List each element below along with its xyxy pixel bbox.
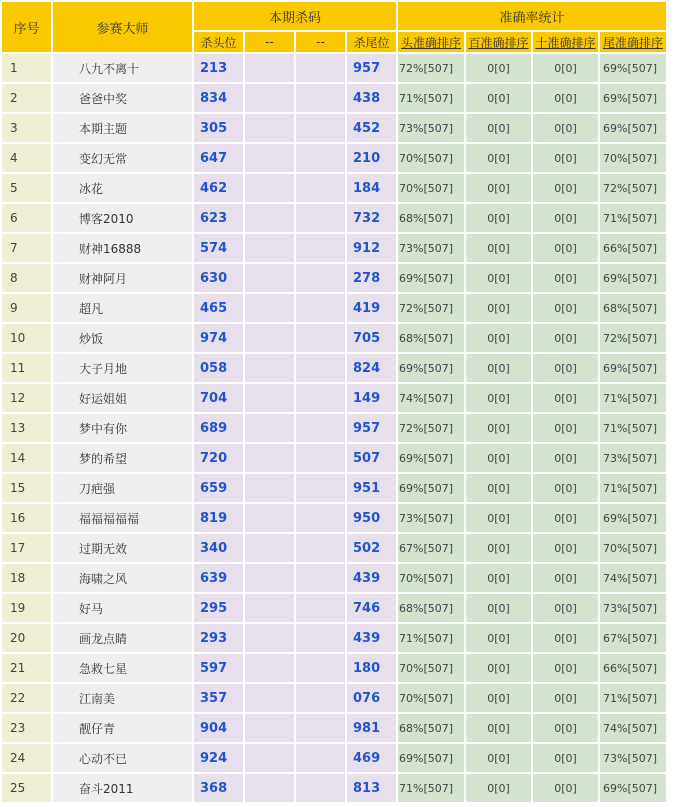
kill-tail-value: 076 [347,684,396,712]
accuracy-head-value: 73%[507] [398,114,464,142]
kill-tail-value: 439 [347,564,396,592]
accuracy-hundred-value: 0[0] [466,474,531,502]
sort-ten-accuracy-link[interactable]: 十准确排序 [533,32,598,52]
kill-blank-cell [296,654,345,682]
kill-blank-cell [296,384,345,412]
accuracy-ten-value: 0[0] [533,354,598,382]
kill-tail-value: 824 [347,354,396,382]
kill-head-value: 295 [194,594,243,622]
kill-blank-cell [296,324,345,352]
kill-blank-cell [296,444,345,472]
accuracy-tail-value: 74%[507] [600,714,666,742]
kill-head-value: 058 [194,354,243,382]
accuracy-head-value: 69%[507] [398,354,464,382]
header-kill-blank-1: -- [245,32,294,52]
kill-head-value: 305 [194,114,243,142]
row-index: 25 [2,774,51,802]
table-row [2,204,666,232]
table-row [2,504,666,532]
row-index: 7 [2,234,51,262]
accuracy-ten-value: 0[0] [533,234,598,262]
accuracy-hundred-value: 0[0] [466,324,531,352]
table-row [2,684,666,712]
master-name: 超凡 [53,294,192,322]
row-index: 13 [2,414,51,442]
accuracy-ten-value: 0[0] [533,114,598,142]
accuracy-head-value: 72%[507] [398,294,464,322]
kill-head-value: 465 [194,294,243,322]
accuracy-hundred-value: 0[0] [466,294,531,322]
kill-blank-cell [245,414,294,442]
row-index: 4 [2,144,51,172]
kill-head-value: 630 [194,264,243,292]
kill-blank-cell [245,504,294,532]
accuracy-head-value: 68%[507] [398,594,464,622]
row-index: 21 [2,654,51,682]
kill-tail-value: 502 [347,534,396,562]
master-name: 梦中有你 [53,414,192,442]
kill-blank-cell [245,324,294,352]
accuracy-ten-value: 0[0] [533,564,598,592]
accuracy-tail-value: 70%[507] [600,534,666,562]
kill-tail-value: 469 [347,744,396,772]
accuracy-ten-value: 0[0] [533,54,598,82]
kill-head-value: 659 [194,474,243,502]
accuracy-hundred-value: 0[0] [466,204,531,232]
accuracy-ten-value: 0[0] [533,294,598,322]
row-index: 23 [2,714,51,742]
kill-head-value: 623 [194,204,243,232]
accuracy-ten-value: 0[0] [533,624,598,652]
master-name: 福福福福福 [53,504,192,532]
kill-tail-value: 981 [347,714,396,742]
table-row [2,84,666,112]
row-index: 24 [2,744,51,772]
accuracy-hundred-value: 0[0] [466,54,531,82]
master-name: 本期主题 [53,114,192,142]
kill-tail-value: 180 [347,654,396,682]
row-index: 2 [2,84,51,112]
table-row [2,564,666,592]
kill-blank-cell [245,744,294,772]
master-name: 海啸之风 [53,564,192,592]
master-name: 爸爸中奖 [53,84,192,112]
kill-blank-cell [245,564,294,592]
table-row [2,384,666,412]
master-name: 急救七星 [53,654,192,682]
accuracy-tail-value: 73%[507] [600,444,666,472]
master-name: 博客2010 [53,204,192,232]
accuracy-head-value: 70%[507] [398,684,464,712]
kill-blank-cell [296,534,345,562]
kill-blank-cell [245,534,294,562]
kill-blank-cell [296,264,345,292]
kill-blank-cell [296,354,345,382]
master-name: 过期无效 [53,534,192,562]
kill-head-value: 293 [194,624,243,652]
accuracy-tail-value: 71%[507] [600,204,666,232]
accuracy-head-value: 70%[507] [398,144,464,172]
table-row [2,354,666,382]
sort-hundred-accuracy-link[interactable]: 百准确排序 [466,32,531,52]
kill-tail-value: 950 [347,504,396,532]
kill-tail-value: 507 [347,444,396,472]
kill-head-value: 340 [194,534,243,562]
kill-head-value: 819 [194,504,243,532]
kill-blank-cell [296,174,345,202]
accuracy-tail-value: 71%[507] [600,474,666,502]
accuracy-ten-value: 0[0] [533,774,598,802]
row-index: 17 [2,534,51,562]
kill-blank-cell [296,144,345,172]
kill-blank-cell [296,744,345,772]
accuracy-ten-value: 0[0] [533,444,598,472]
accuracy-tail-value: 68%[507] [600,294,666,322]
kill-blank-cell [245,204,294,232]
kill-blank-cell [296,774,345,802]
kill-head-value: 974 [194,324,243,352]
accuracy-head-value: 68%[507] [398,714,464,742]
kill-tail-value: 957 [347,54,396,82]
row-index: 22 [2,684,51,712]
accuracy-head-value: 73%[507] [398,234,464,262]
header-group-accuracy: 准确率统计 [398,2,666,30]
accuracy-head-value: 69%[507] [398,744,464,772]
accuracy-hundred-value: 0[0] [466,414,531,442]
row-index: 15 [2,474,51,502]
kill-blank-cell [296,474,345,502]
table-row [2,264,666,292]
kill-tail-value: 184 [347,174,396,202]
kill-head-value: 924 [194,744,243,772]
accuracy-head-value: 69%[507] [398,474,464,502]
accuracy-tail-value: 70%[507] [600,144,666,172]
accuracy-hundred-value: 0[0] [466,684,531,712]
accuracy-head-value: 68%[507] [398,324,464,352]
table-row [2,414,666,442]
table-row [2,54,666,82]
kill-tail-value: 705 [347,324,396,352]
kill-tail-value: 419 [347,294,396,322]
kill-head-value: 704 [194,384,243,412]
row-index: 20 [2,624,51,652]
kill-blank-cell [245,294,294,322]
table-row [2,714,666,742]
row-index: 11 [2,354,51,382]
kill-head-value: 574 [194,234,243,262]
row-index: 3 [2,114,51,142]
accuracy-ten-value: 0[0] [533,594,598,622]
accuracy-hundred-value: 0[0] [466,444,531,472]
master-name: 江南美 [53,684,192,712]
kill-tail-value: 746 [347,594,396,622]
kill-head-value: 213 [194,54,243,82]
accuracy-head-value: 70%[507] [398,564,464,592]
kill-blank-cell [245,384,294,412]
kill-head-value: 597 [194,654,243,682]
table-row [2,744,666,772]
kill-tail-value: 912 [347,234,396,262]
accuracy-tail-value: 71%[507] [600,684,666,712]
accuracy-hundred-value: 0[0] [466,114,531,142]
accuracy-hundred-value: 0[0] [466,144,531,172]
kill-blank-cell [296,504,345,532]
accuracy-head-value: 70%[507] [398,654,464,682]
kill-head-value: 689 [194,414,243,442]
kill-head-value: 834 [194,84,243,112]
header-kill-blank-2: -- [296,32,345,52]
kill-head-value: 368 [194,774,243,802]
kill-blank-cell [245,774,294,802]
accuracy-head-value: 74%[507] [398,384,464,412]
table-row [2,234,666,262]
kill-blank-cell [296,294,345,322]
accuracy-hundred-value: 0[0] [466,534,531,562]
accuracy-ten-value: 0[0] [533,204,598,232]
master-name: 画龙点睛 [53,624,192,652]
header-kill-head: 杀头位 [194,32,243,52]
kill-blank-cell [296,84,345,112]
kill-head-value: 647 [194,144,243,172]
accuracy-hundred-value: 0[0] [466,744,531,772]
accuracy-tail-value: 69%[507] [600,354,666,382]
accuracy-tail-value: 66%[507] [600,654,666,682]
accuracy-hundred-value: 0[0] [466,264,531,292]
accuracy-head-value: 68%[507] [398,204,464,232]
accuracy-head-value: 67%[507] [398,534,464,562]
row-index: 14 [2,444,51,472]
sort-head-accuracy-link[interactable]: 头准确排序 [398,32,464,52]
header-kill-tail: 杀尾位 [347,32,396,52]
accuracy-head-value: 69%[507] [398,264,464,292]
master-name: 梦的希望 [53,444,192,472]
table-row [2,774,666,802]
accuracy-ten-value: 0[0] [533,264,598,292]
accuracy-head-value: 70%[507] [398,174,464,202]
kill-blank-cell [296,114,345,142]
kill-blank-cell [296,234,345,262]
kill-blank-cell [245,174,294,202]
kill-blank-cell [245,714,294,742]
accuracy-head-value: 72%[507] [398,54,464,82]
kill-blank-cell [296,54,345,82]
accuracy-head-value: 71%[507] [398,624,464,652]
row-index: 5 [2,174,51,202]
table-row [2,594,666,622]
accuracy-ten-value: 0[0] [533,504,598,532]
accuracy-tail-value: 71%[507] [600,384,666,412]
kill-blank-cell [245,84,294,112]
row-index: 9 [2,294,51,322]
kill-blank-cell [245,624,294,652]
table-row [2,444,666,472]
master-name: 财神16888 [53,234,192,262]
kill-head-value: 904 [194,714,243,742]
accuracy-hundred-value: 0[0] [466,714,531,742]
kill-tail-value: 438 [347,84,396,112]
kill-head-value: 720 [194,444,243,472]
kill-blank-cell [296,684,345,712]
kill-blank-cell [245,264,294,292]
accuracy-ten-value: 0[0] [533,474,598,502]
header-group-kill: 本期杀码 [194,2,396,30]
accuracy-hundred-value: 0[0] [466,384,531,412]
accuracy-head-value: 72%[507] [398,414,464,442]
kill-blank-cell [296,624,345,652]
accuracy-hundred-value: 0[0] [466,174,531,202]
kill-blank-cell [296,204,345,232]
header-index: 序号 [2,2,51,52]
kill-tail-value: 278 [347,264,396,292]
table-row [2,474,666,502]
accuracy-ten-value: 0[0] [533,534,598,562]
kill-blank-cell [296,594,345,622]
table-row [2,114,666,142]
accuracy-ten-value: 0[0] [533,684,598,712]
accuracy-hundred-value: 0[0] [466,504,531,532]
kill-tail-value: 149 [347,384,396,412]
master-name: 刀疤强 [53,474,192,502]
accuracy-ten-value: 0[0] [533,654,598,682]
row-index: 10 [2,324,51,352]
kill-tail-value: 813 [347,774,396,802]
table-row [2,534,666,562]
accuracy-tail-value: 72%[507] [600,324,666,352]
row-index: 16 [2,504,51,532]
accuracy-hundred-value: 0[0] [466,234,531,262]
accuracy-tail-value: 66%[507] [600,234,666,262]
master-name: 炒饭 [53,324,192,352]
accuracy-ten-value: 0[0] [533,174,598,202]
accuracy-tail-value: 71%[507] [600,414,666,442]
accuracy-tail-value: 69%[507] [600,54,666,82]
accuracy-hundred-value: 0[0] [466,84,531,112]
kill-blank-cell [245,54,294,82]
table-row [2,654,666,682]
kill-blank-cell [245,144,294,172]
sort-tail-accuracy-link[interactable]: 尾准确排序 [600,32,666,52]
accuracy-ten-value: 0[0] [533,714,598,742]
row-index: 1 [2,54,51,82]
kill-head-value: 462 [194,174,243,202]
kill-blank-cell [296,564,345,592]
accuracy-tail-value: 67%[507] [600,624,666,652]
table-row [2,174,666,202]
master-name: 八九不离十 [53,54,192,82]
header-master: 参赛大师 [53,2,192,52]
accuracy-tail-value: 72%[507] [600,174,666,202]
master-name: 大子月地 [53,354,192,382]
kill-blank-cell [296,714,345,742]
row-index: 12 [2,384,51,412]
kill-tail-value: 439 [347,624,396,652]
kill-tail-value: 732 [347,204,396,232]
master-name: 变幻无常 [53,144,192,172]
row-index: 8 [2,264,51,292]
accuracy-hundred-value: 0[0] [466,354,531,382]
accuracy-tail-value: 73%[507] [600,594,666,622]
accuracy-tail-value: 69%[507] [600,264,666,292]
master-name: 冰花 [53,174,192,202]
accuracy-ten-value: 0[0] [533,384,598,412]
accuracy-tail-value: 69%[507] [600,84,666,112]
kill-tail-value: 957 [347,414,396,442]
master-name: 好运姐姐 [53,384,192,412]
kill-tail-value: 210 [347,144,396,172]
table-row [2,294,666,322]
kill-tail-value: 452 [347,114,396,142]
row-index: 6 [2,204,51,232]
accuracy-head-value: 69%[507] [398,444,464,472]
accuracy-ten-value: 0[0] [533,144,598,172]
accuracy-ten-value: 0[0] [533,744,598,772]
accuracy-ten-value: 0[0] [533,324,598,352]
kill-blank-cell [245,114,294,142]
row-index: 19 [2,594,51,622]
table-row [2,624,666,652]
kill-blank-cell [245,444,294,472]
row-index: 18 [2,564,51,592]
kill-blank-cell [245,474,294,502]
accuracy-hundred-value: 0[0] [466,564,531,592]
accuracy-hundred-value: 0[0] [466,624,531,652]
kill-blank-cell [245,654,294,682]
kill-blank-cell [245,354,294,382]
accuracy-hundred-value: 0[0] [466,594,531,622]
kill-blank-cell [296,414,345,442]
master-name: 好马 [53,594,192,622]
accuracy-hundred-value: 0[0] [466,774,531,802]
master-name: 心动不已 [53,744,192,772]
kill-blank-cell [245,684,294,712]
master-name: 靓仔青 [53,714,192,742]
accuracy-head-value: 71%[507] [398,774,464,802]
accuracy-ten-value: 0[0] [533,84,598,112]
table-row [2,324,666,352]
accuracy-tail-value: 73%[507] [600,744,666,772]
accuracy-tail-value: 74%[507] [600,564,666,592]
accuracy-tail-value: 69%[507] [600,114,666,142]
accuracy-tail-value: 69%[507] [600,504,666,532]
table-row [2,144,666,172]
kill-tail-value: 951 [347,474,396,502]
kill-blank-cell [245,234,294,262]
accuracy-ten-value: 0[0] [533,414,598,442]
master-name: 财神阿月 [53,264,192,292]
accuracy-hundred-value: 0[0] [466,654,531,682]
accuracy-head-value: 71%[507] [398,84,464,112]
accuracy-head-value: 73%[507] [398,504,464,532]
kill-head-value: 357 [194,684,243,712]
kill-head-value: 639 [194,564,243,592]
accuracy-tail-value: 69%[507] [600,774,666,802]
kill-blank-cell [245,594,294,622]
master-name: 奋斗2011 [53,774,192,802]
